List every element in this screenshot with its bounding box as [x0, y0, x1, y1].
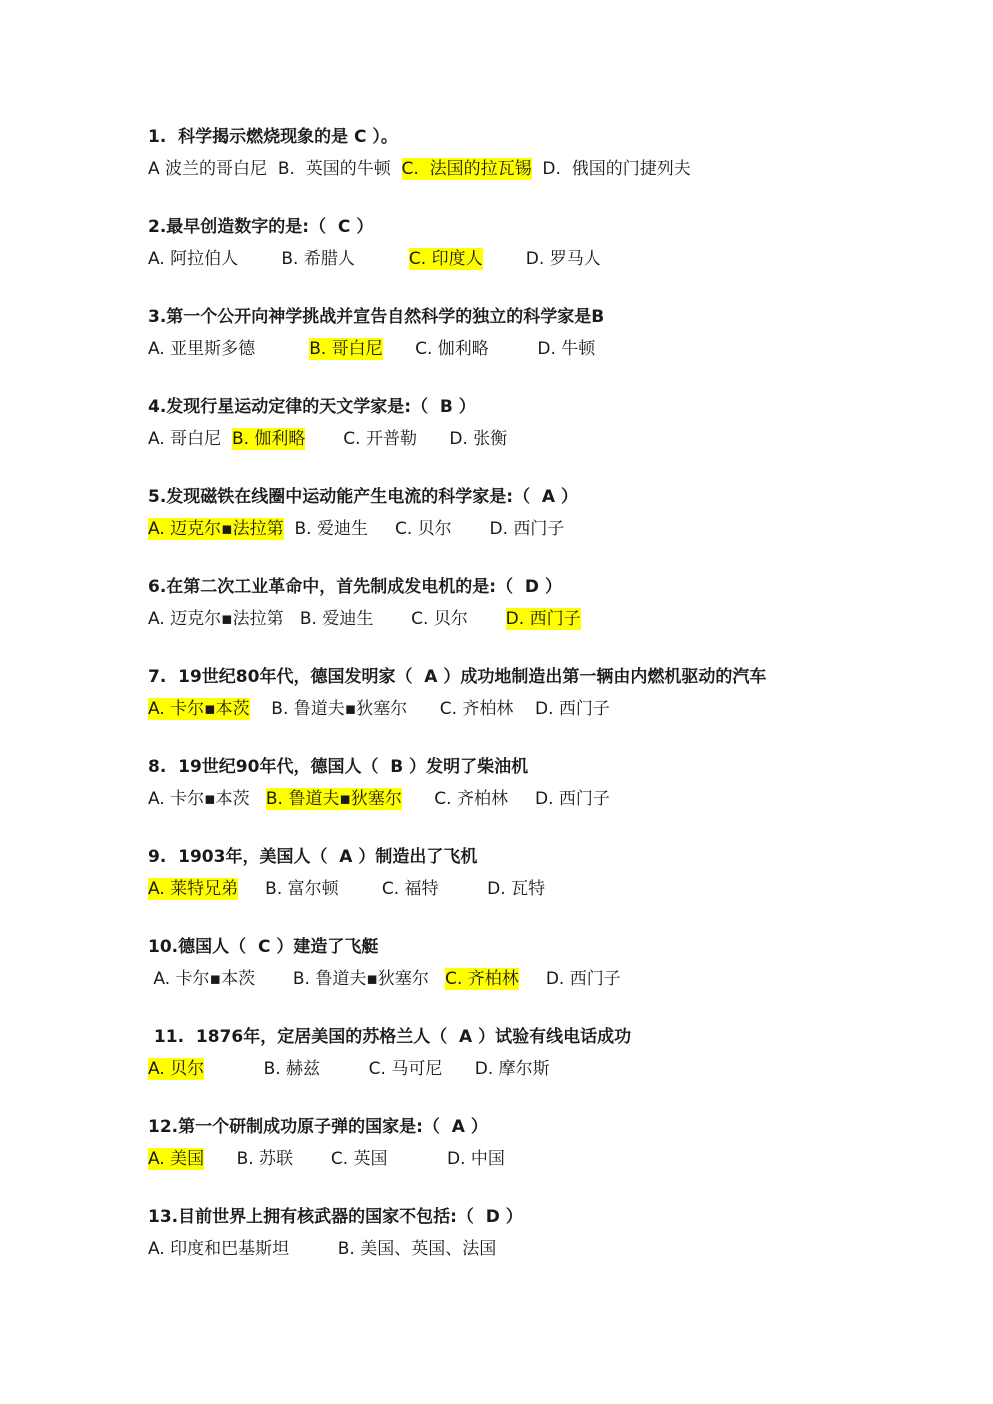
option-text: B. 赫兹 C. 马可尼 D. 摩尔斯: [204, 1059, 550, 1079]
question-title: 11. 1876年，定居美国的苏格兰人（ A ）试验有线电话成功: [148, 1027, 632, 1047]
option-text: D. 罗马人: [482, 249, 601, 269]
option-text: A 波兰的哥白尼: [148, 159, 278, 179]
question-block: [148, 576, 933, 630]
option-text: C. 开普勒 D. 张衡: [305, 429, 508, 449]
question-block: [148, 216, 933, 270]
question-title: 5.发现磁铁在线圈中运动能产生电流的科学家是:（ A ）: [148, 487, 578, 507]
highlighted-answer: A. 莱特兄弟: [148, 879, 239, 899]
highlighted-answer: C. 齐柏林: [445, 969, 519, 989]
option-line: [148, 608, 933, 630]
option-line: [148, 788, 933, 810]
question-title: 7. 19世纪80年代，德国发明家（ A ）成功地制造出第一辆由内燃机驱动的汽车: [148, 667, 767, 687]
option-line: [148, 1058, 933, 1080]
highlighted-answer: C. 法国的拉瓦锡: [401, 159, 532, 179]
question-block: [148, 1026, 933, 1080]
option-line: [148, 518, 933, 540]
highlighted-answer: B. 鲁道夫▪狄塞尔: [265, 789, 402, 809]
highlighted-answer: A. 贝尔: [148, 1059, 205, 1079]
question-block: [148, 846, 933, 900]
highlighted-answer: B. 哥白尼: [309, 339, 383, 359]
option-text: A. 迈克尔▪法拉第 B. 爱迪生 C. 贝尔: [148, 609, 506, 629]
question-title: 13.目前世界上拥有核武器的国家不包括:（ D ）: [148, 1207, 523, 1227]
question-title: 4.发现行星运动定律的天文学家是:（ B ）: [148, 397, 476, 417]
question-title: 10.德国人（ C ）建造了飞艇: [148, 937, 379, 957]
option-text: A. 卡尔▪本茨: [148, 789, 266, 809]
question-title: 12.第一个研制成功原子弹的国家是:（ A ）: [148, 1117, 488, 1137]
option-text: B. 鲁道夫▪狄塞尔 C. 齐柏林 D. 西门子: [249, 699, 610, 719]
option-line: [148, 1148, 933, 1170]
question-block: [148, 306, 933, 360]
option-text: B. 富尔顿 C. 福特 D. 瓦特: [238, 879, 546, 899]
option-text: D. 西门子: [518, 969, 621, 989]
option-text: B. 爱迪生 C. 贝尔 D. 西门子: [283, 519, 565, 539]
option-line: [148, 878, 933, 900]
highlighted-answer: A. 美国: [148, 1149, 205, 1169]
question-block: [148, 756, 933, 810]
option-text: C. 齐柏林 D. 西门子: [401, 789, 610, 809]
option-text: B. 苏联 C. 英国 D. 中国: [204, 1149, 505, 1169]
option-line: [148, 1238, 933, 1260]
question-title: 6.在第二次工业革命中，首先制成发电机的是:（ D ）: [148, 577, 562, 597]
question-title: 3.第一个公开向神学挑战并宣告自然科学的独立的科学家是B: [148, 307, 605, 327]
highlighted-answer: A. 卡尔▪本茨: [148, 699, 250, 719]
option-line: [148, 968, 933, 990]
question-block: [148, 666, 933, 720]
option-text: B. 英国的牛顿: [277, 159, 402, 179]
question-block: [148, 486, 933, 540]
question-title: 8. 19世纪90年代，德国人（ B ）发明了柴油机: [148, 757, 529, 777]
question-block: [148, 396, 933, 450]
highlighted-answer: C. 印度人: [408, 249, 483, 269]
questions: [148, 126, 933, 1260]
question-block: [148, 126, 933, 180]
highlighted-answer: B. 伽利略: [231, 429, 306, 449]
question-title: 1. 科学揭示燃烧现象的是 C ）。: [148, 127, 398, 147]
option-text: A. 哥白尼: [148, 429, 232, 449]
option-line: [148, 698, 933, 720]
highlighted-answer: D. 西门子: [505, 609, 581, 629]
option-line: [148, 248, 933, 270]
option-line: [148, 158, 933, 180]
option-line: [148, 428, 933, 450]
question-block: [148, 936, 933, 990]
question-title: 9. 1903年，美国人（ A ）制造出了飞机: [148, 847, 478, 867]
highlighted-answer: A. 迈克尔▪法拉第: [148, 519, 284, 539]
option-line: [148, 338, 933, 360]
question-block: [148, 1206, 933, 1260]
option-text: C. 伽利略 D. 牛顿: [382, 339, 596, 359]
question-title: 2.最早创造数字的是:（ C ）: [148, 217, 374, 237]
option-text: A. 亚里斯多德: [148, 339, 310, 359]
question-block: [148, 1116, 933, 1170]
option-text: A. 阿拉伯人 B. 希腊人: [148, 249, 409, 269]
option-text: A. 印度和巴基斯坦 B. 美国、英国、法国: [148, 1239, 497, 1259]
option-text: D. 俄国的门捷列夫: [531, 159, 691, 179]
option-text: A. 卡尔▪本茨 B. 鲁道夫▪狄塞尔: [148, 969, 446, 989]
